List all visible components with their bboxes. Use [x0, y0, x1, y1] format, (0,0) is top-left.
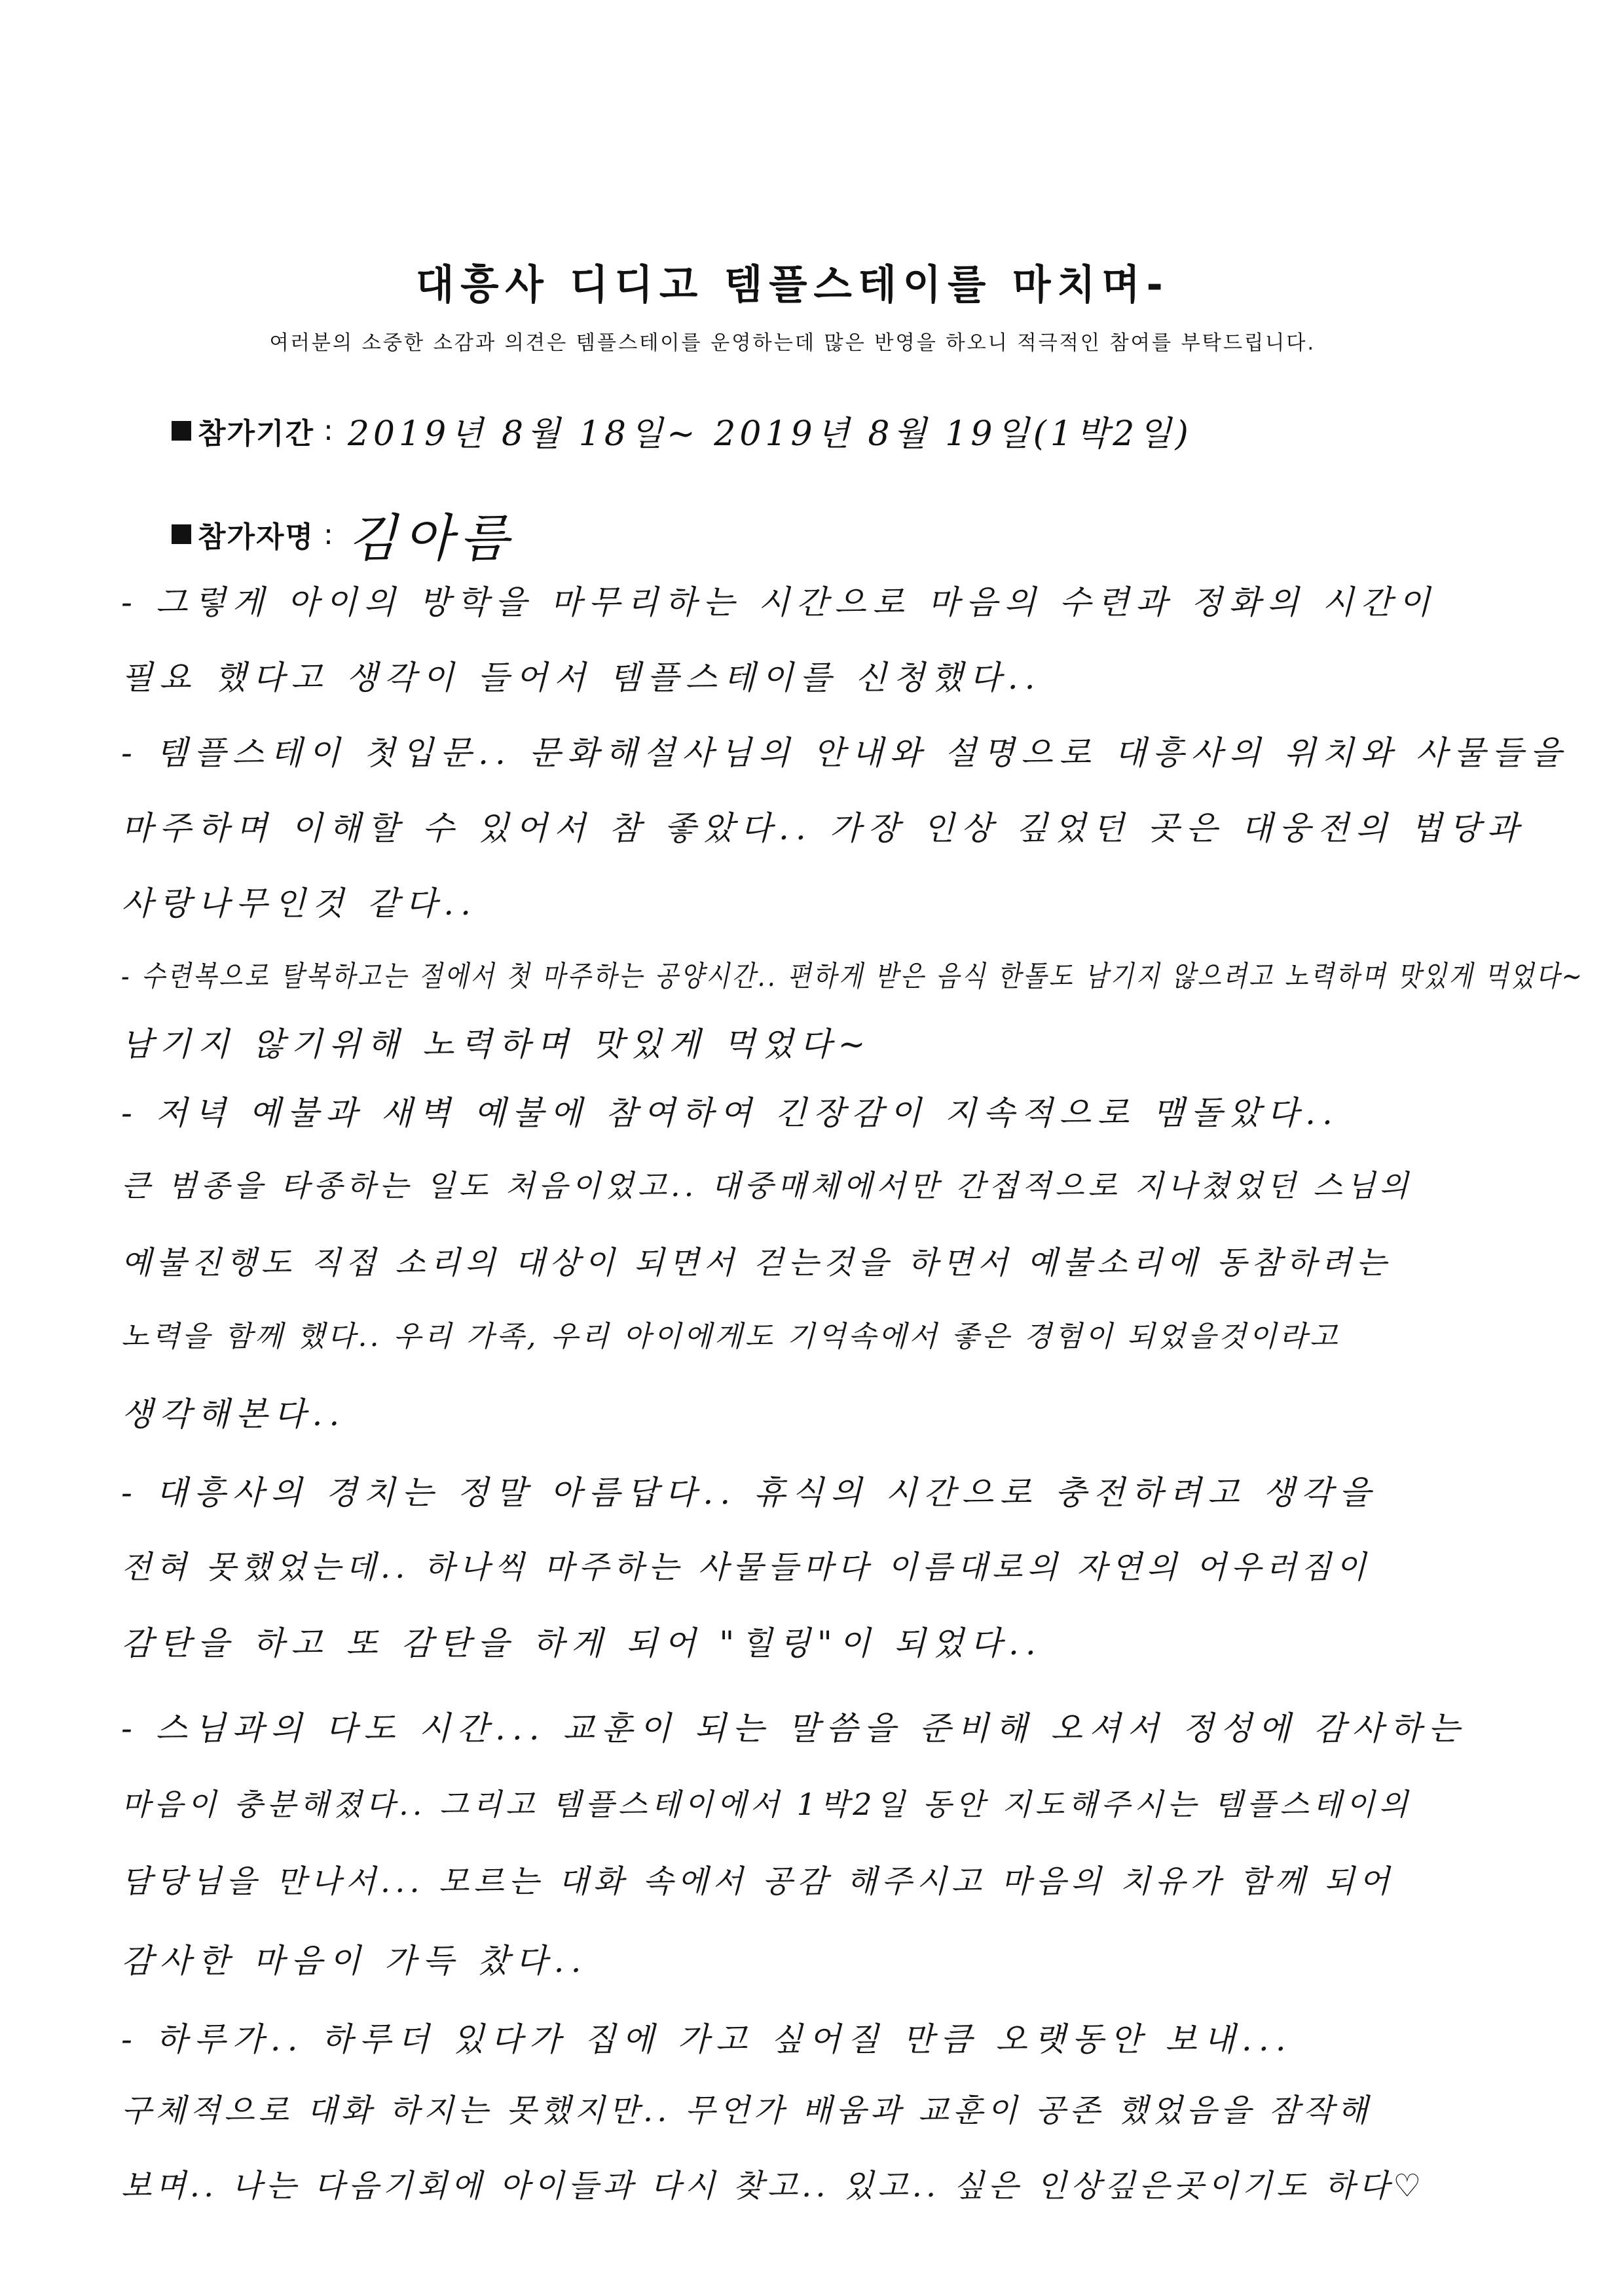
handwritten-line: 예불진행도 직접 소리의 대상이 되면서 걷는것을 하면서 예불소리에 동참하려는: [121, 1245, 1392, 1281]
black-square-bullet-icon: [172, 421, 191, 441]
participation-period-label: 참가기간: [198, 416, 315, 450]
handwritten-line: 생각해본다..: [121, 1395, 346, 1433]
handwritten-line: 구체적으로 대화 하지는 못했지만.. 무언가 배움과 교훈이 공존 했었음을 잠작해: [121, 2092, 1372, 2129]
handwritten-line: - 스님과의 다도 시간... 교훈이 되는 말씀을 준비해 오셔서 정성에 감사하는: [121, 1709, 1467, 1747]
handwritten-line: 남기지 않기위해 노력하며 맛있게 먹었다~: [121, 1025, 872, 1063]
participant-name-colon: :: [323, 517, 333, 551]
participation-period-field: [172, 406, 1192, 455]
form-title: 대흥사 디디고 템플스테이를 마치며-: [415, 261, 1170, 308]
handwritten-line: 감탄을 하고 또 감탄을 하게 되어 "힐링"이 되었다..: [121, 1624, 1043, 1662]
black-square-bullet-icon: [172, 524, 191, 544]
handwritten-line: 필요 했다고 생각이 들어서 템플스테이를 신청했다..: [121, 659, 1042, 697]
handwritten-line: - 하루가.. 하루더 있다가 집에 가고 싶어질 만큼 오랫동안 보내...: [121, 2020, 1293, 2058]
handwritten-line: 담당님을 만나서... 모르는 대화 속에서 공감 해주시고 마음의 치유가 함께 되어: [121, 1863, 1394, 1900]
participant-name-field: [172, 498, 515, 571]
handwritten-line: 큰 범종을 타종하는 일도 처음이었고.. 대중매체에서만 간접적으로 지나쳤었던 스님의: [121, 1168, 1412, 1203]
participation-period-value: 2019년 8월 18일~ 2019년 8월 19일(1박2일): [347, 414, 1192, 454]
handwritten-line: - 저녁 예불과 새벽 예불에 참여하여 긴장감이 지속적으로 맴돌았다..: [121, 1094, 1339, 1132]
participation-period-colon: :: [323, 414, 333, 447]
handwritten-line: 보며.. 나는 다음기회에 아이들과 다시 찾고.. 있고.. 싶은 인상깊은곳이기도 하다♡: [121, 2168, 1426, 2204]
handwritten-line: - 수련복으로 탈복하고는 절에서 첫 마주하는 공양시간.. 편하게 받은 음식 한톨도 남기지 않으려고 노력하며 맛있게 먹었다~: [121, 960, 1585, 993]
handwritten-line: 노력을 함께 했다.. 우리 가족, 우리 아이에게도 기억속에서 좋은 경험이 되었을것이라고: [121, 1320, 1340, 1353]
handwritten-line: 사랑나무인것 같다..: [121, 884, 478, 922]
handwritten-line: 마주하며 이해할 수 있어서 참 좋았다.. 가장 인상 깊었던 곳은 대웅전의 법당과: [121, 809, 1525, 847]
handwritten-line: 감사한 마음이 가득 찼다..: [121, 1942, 588, 1980]
handwritten-line: - 템플스테이 첫입문.. 문화해설사님의 안내와 설명으로 대흥사의 위치와 사물들을: [121, 734, 1568, 772]
participant-name-value: 김아름: [347, 509, 515, 568]
handwritten-line: 전혀 못했었는데.. 하나씩 마주하는 사물들마다 이름대로의 자연의 어우러짐이: [121, 1549, 1371, 1586]
participant-name-label: 참가자명: [198, 520, 315, 554]
handwritten-line: - 그렇게 아이의 방학을 마무리하는 시간으로 마음의 수련과 정화의 시간이: [121, 583, 1437, 621]
form-subtitle: 여러분의 소중한 소감과 의견은 템플스테이를 운영하는데 많은 반영을 하오니 적극적인 참여를 부탁드립니다.: [269, 331, 1316, 355]
handwritten-line: - 대흥사의 경치는 정말 아름답다.. 휴식의 시간으로 충전하려고 생각을: [121, 1474, 1378, 1512]
handwritten-line: 마음이 충분해졌다.. 그리고 템플스테이에서 1박2일 동안 지도해주시는 템플스테이의: [121, 1787, 1412, 1822]
